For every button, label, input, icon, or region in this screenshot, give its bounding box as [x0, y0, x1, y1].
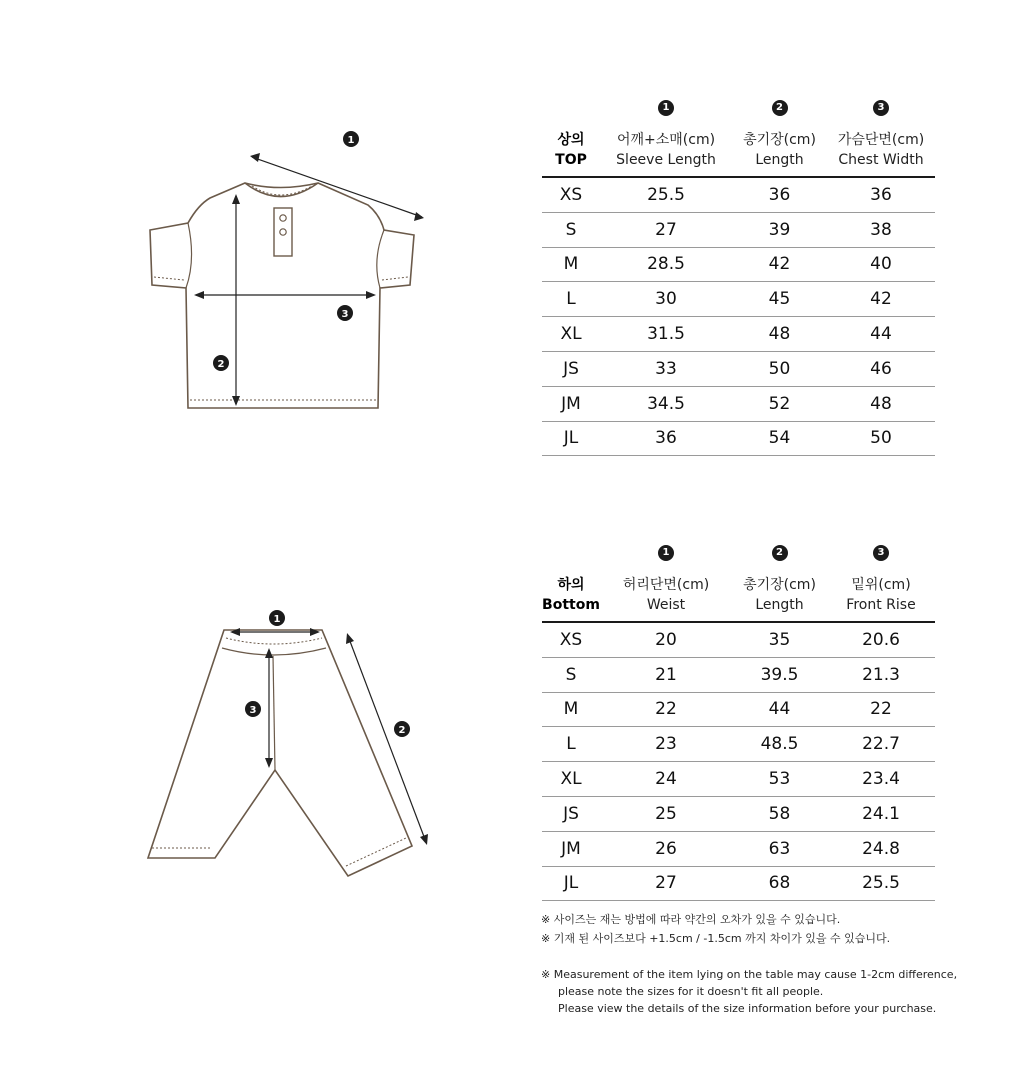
measurement-cell: 39.5 [760, 664, 799, 685]
notes-korean [541, 910, 890, 948]
measurement-cell: 24 [655, 769, 677, 790]
table-row [542, 422, 935, 457]
measurement-cell: 27 [655, 873, 677, 894]
measurement-cell: 48 [870, 393, 892, 414]
table-row [542, 623, 935, 658]
measurement-cell: 63 [768, 838, 791, 859]
measurement-cell: 58 [768, 803, 791, 824]
measurement-cell: 48.5 [760, 734, 799, 755]
size-label-cell: XS [559, 184, 583, 205]
table-row [542, 317, 935, 352]
measurement-cell: 25 [655, 803, 677, 824]
diagram-badge-1 [269, 610, 285, 626]
diagram-badge-2 [213, 355, 229, 371]
size-label-cell: XL [560, 324, 582, 345]
table-row [542, 867, 935, 902]
number-badge: 3 [873, 100, 889, 116]
measurement-cell: 36 [655, 428, 677, 449]
measurement-cell: 23 [655, 734, 677, 755]
table-row [542, 178, 935, 213]
size-label-cell: JL [563, 873, 579, 894]
bottom-table-header [542, 545, 935, 621]
diagram-badge-2 [394, 721, 410, 737]
measurement-cell: 21.3 [862, 664, 900, 685]
category-header: 하의 Bottom [542, 577, 600, 613]
column-header-front-rise: 3 밑위(cm) Front Rise [846, 547, 916, 613]
svg-text:2: 2 [398, 725, 406, 736]
number-badge: 1 [658, 545, 674, 561]
table-row [542, 387, 935, 422]
category-header: 상의 TOP [555, 132, 587, 168]
measurement-cell: 23.4 [862, 769, 900, 790]
measurement-cell: 22.7 [862, 734, 900, 755]
diagram-badge-3 [245, 701, 261, 717]
note-line: Please view the details of the size information before your purchase. [558, 1002, 937, 1015]
measurement-cell: 39 [768, 219, 791, 240]
size-label-cell: L [566, 734, 576, 755]
size-label-cell: XL [560, 769, 582, 790]
measurement-cell: 52 [768, 393, 791, 414]
measurement-cell: 35 [768, 629, 791, 650]
column-header-length: 2 총기장(cm) Length [743, 102, 816, 168]
svg-text:1: 1 [347, 135, 355, 146]
measurement-cell: 22 [870, 699, 892, 720]
number-badge: 2 [772, 100, 788, 116]
column-header-length: 2 총기장(cm) Length [743, 547, 816, 613]
size-label-cell: JL [563, 428, 579, 449]
size-label-cell: JM [561, 393, 581, 414]
column-header-sleeve: 1 어깨+소매(cm) Sleeve Length [616, 102, 716, 168]
number-badge: 1 [658, 100, 674, 116]
measurement-cell: 21 [655, 664, 677, 685]
pants-diagram [140, 600, 450, 900]
table-row [542, 762, 935, 797]
measurement-cell: 38 [870, 219, 892, 240]
svg-text:3: 3 [341, 309, 349, 320]
tshirt-diagram [140, 120, 440, 420]
table-row [542, 352, 935, 387]
measurement-cell: 68 [768, 873, 791, 894]
size-label-cell: JS [563, 803, 579, 824]
measurement-cell: 28.5 [647, 254, 685, 275]
measurement-cell: 36 [870, 184, 892, 205]
measurement-cell: 24.1 [862, 803, 900, 824]
table-row [542, 248, 935, 283]
column-header-chest: 3 가슴단면(cm) Chest Width [837, 102, 925, 168]
note-line: please note the sizes for it doesn't fit all people. [558, 985, 824, 998]
svg-text:2: 2 [217, 359, 225, 370]
size-label-cell: XS [559, 629, 583, 650]
measurement-cell: 44 [768, 699, 791, 720]
measurement-cell: 46 [870, 358, 892, 379]
measurement-cell: 25.5 [647, 184, 685, 205]
note-line: ※ 기재 된 사이즈보다 +1.5cm / -1.5cm 까지 차이가 있을 수 있습니다. [541, 932, 891, 945]
size-label-cell: L [566, 289, 576, 310]
note-line: ※ Measurement of the item lying on the table may cause 1-2cm difference, [541, 968, 958, 981]
measurement-cell: 25.5 [862, 873, 900, 894]
number-badge: 3 [873, 545, 889, 561]
table-row [542, 213, 935, 248]
measurement-cell: 22 [655, 699, 677, 720]
diagram-badge-3 [337, 305, 353, 321]
size-label-cell: S [565, 664, 577, 685]
measurement-cell: 30 [655, 289, 677, 310]
measurement-cell: 40 [870, 254, 892, 275]
measurement-cell: 45 [768, 289, 791, 310]
table-row [542, 797, 935, 832]
size-label-cell: M [563, 254, 579, 275]
table-row [542, 282, 935, 317]
measurement-cell: 20 [655, 629, 677, 650]
top-size-table [542, 100, 935, 456]
measurement-cell: 36 [768, 184, 791, 205]
measurement-cell: 42 [768, 254, 791, 275]
size-label-cell: JM [561, 838, 581, 859]
measurement-cell: 54 [768, 428, 791, 449]
size-label-cell: M [563, 699, 579, 720]
measurement-cell: 20.6 [862, 629, 900, 650]
measurement-cell: 50 [768, 358, 791, 379]
bottom-size-table [542, 545, 935, 901]
measurement-cell: 33 [655, 358, 677, 379]
table-row [542, 658, 935, 693]
number-badge: 2 [772, 545, 788, 561]
measurement-cell: 31.5 [647, 324, 685, 345]
table-row [542, 727, 935, 762]
svg-text:1: 1 [273, 614, 281, 625]
top-table-header [542, 100, 935, 176]
note-line: ※ 사이즈는 재는 방법에 따라 약간의 오차가 있을 수 있습니다. [541, 913, 841, 926]
size-label-cell: JS [563, 358, 579, 379]
measurement-cell: 27 [655, 219, 677, 240]
measurement-cell: 34.5 [647, 393, 685, 414]
measurement-cell: 42 [870, 289, 892, 310]
table-row [542, 832, 935, 867]
measurement-cell: 48 [768, 324, 791, 345]
size-label-cell: S [565, 219, 577, 240]
svg-text:3: 3 [249, 705, 257, 716]
column-header-waist: 1 허리단면(cm) Weist [622, 547, 710, 613]
measurement-cell: 50 [870, 428, 892, 449]
diagram-badge-1 [343, 131, 359, 147]
measurement-cell: 26 [655, 838, 677, 859]
notes-english [541, 966, 957, 1017]
measurement-cell: 44 [870, 324, 892, 345]
measurement-cell: 24.8 [862, 838, 900, 859]
measurement-cell: 53 [768, 769, 791, 790]
table-row [542, 693, 935, 728]
